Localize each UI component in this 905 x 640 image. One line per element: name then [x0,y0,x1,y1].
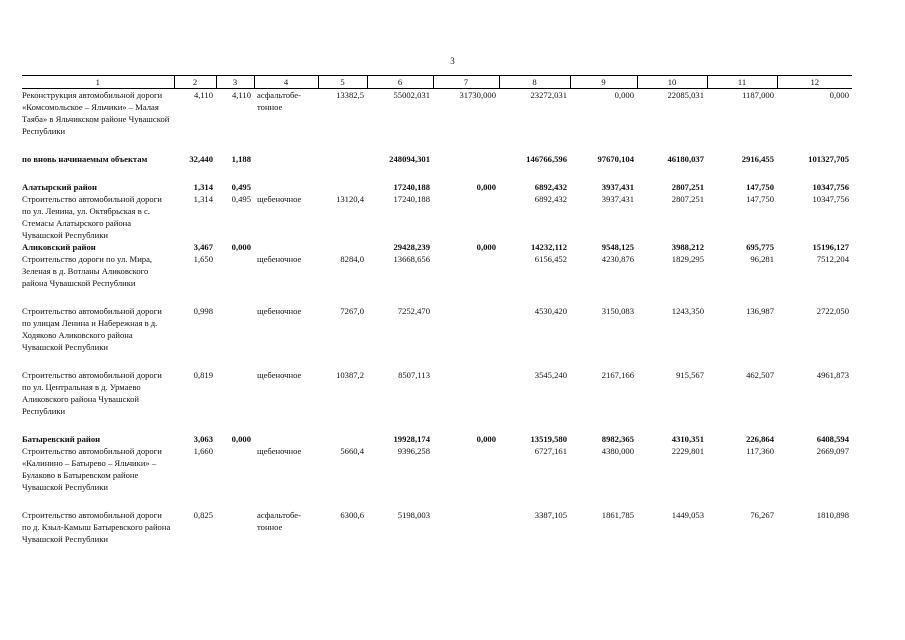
object-name-cell: Реконструкция автомобильной дороги «Комсомольское – Яльчики» – Малая Таяба» в Яльчикском районе Чувашской Республики [22,90,170,136]
table-cell [254,153,318,165]
table-cell: асфальтобе-тонное [257,510,301,532]
table-cell [433,253,499,289]
table-cell: 7267,0 [340,306,364,316]
table-cell: 9548,125 [601,242,634,252]
table-cell: 3937,431 [601,194,634,204]
spacer-cell [22,493,852,509]
table-cell: 915,567 [676,370,704,380]
table-cell: щебеночное [257,194,302,204]
subtotal-row [22,153,852,165]
spacer-row [22,137,852,153]
objects-table [22,76,852,545]
subtotal-row [22,433,852,445]
table-cell: 2669,097 [816,446,849,456]
column-header: 6 [367,76,433,89]
table-cell: 147,750 [746,194,774,204]
table-cell: 226,864 [746,434,774,444]
object-name-cell: Строительство автомобильной дороги по улицам Ленина и Набережная в д. Ходяково Аликовского района Чувашской Республики [22,306,162,352]
table-cell: 8982,365 [601,434,634,444]
spacer-cell [22,353,852,369]
table-cell: 3,467 [193,242,213,252]
column-header: 3 [216,76,254,89]
table-cell: 101327,705 [808,154,849,164]
table-cell: 695,775 [746,242,774,252]
table-cell: 6892,432 [534,194,567,204]
object-name-cell: Батыревский район [22,434,101,444]
table-cell: 1243,350 [671,306,704,316]
table-cell: 1,314 [193,182,213,192]
table-cell [216,509,254,545]
column-header: 9 [570,76,637,89]
table-cell: 3387,105 [534,510,567,520]
table-cell: 29428,239 [393,242,430,252]
table-cell: 1810,898 [816,510,849,520]
subtotal-row [22,241,852,253]
table-cell: 10387,2 [336,370,364,380]
table-cell: 1,188 [231,154,251,164]
table-cell: 2807,251 [671,194,704,204]
table-cell: 6156,452 [534,254,567,264]
table-cell [254,181,318,193]
table-cell: 0,000 [614,90,634,100]
table-cell: асфальтобе-тонное [257,90,301,112]
table-cell: 0,819 [193,370,213,380]
spacer-row [22,417,852,433]
table-cell: 4310,351 [671,434,704,444]
table-cell: 10347,756 [812,182,849,192]
object-name-cell: Аликовский район [22,242,96,252]
column-header: 11 [707,76,777,89]
table-cell [254,433,318,445]
column-header: 5 [318,76,367,89]
table-cell: 3,063 [193,434,213,444]
column-header: 12 [777,76,852,89]
table-cell: 0,000 [476,242,496,252]
table-cell: 136,987 [746,306,774,316]
table-cell: 1,314 [193,194,213,204]
table-cell: 0,000 [231,242,251,252]
table-cell [433,305,499,353]
table-row [22,445,852,493]
table-cell: щебеночное [257,254,302,264]
table-cell: 4380,000 [601,446,634,456]
table-cell: 46180,037 [667,154,704,164]
table-cell [216,369,254,417]
subtotal-row [22,181,852,193]
table-cell: 4230,876 [601,254,634,264]
table-cell: 2722,050 [816,306,849,316]
table-cell: щебеночное [257,306,302,316]
table-cell: 2807,251 [671,182,704,192]
table-cell [318,241,367,253]
table-cell: 97670,104 [597,154,634,164]
column-header: 10 [637,76,707,89]
table-cell [216,445,254,493]
table-cell [433,369,499,417]
table-cell [433,153,499,165]
table-cell: 6727,161 [534,446,567,456]
column-header: 4 [254,76,318,89]
table-cell: 4530,420 [534,306,567,316]
table-cell: 4,110 [193,90,213,100]
object-name-cell: Строительство автомобильной дороги по ул. Центральная в д. Урмаево Аликовского района Чувашской Республики [22,370,162,416]
spacer-cell [22,137,852,153]
object-name-cell: по вновь начинаемым объектам [22,154,148,164]
table-cell: 10347,756 [812,194,849,204]
table-cell: 0,000 [476,182,496,192]
object-name-cell: Строительство дороги по ул. Мира, Зеленая в д. Вотланы Аликовского района Чувашской Республики [22,254,153,288]
table-cell: 0,000 [476,434,496,444]
table-cell: 146766,596 [526,154,567,164]
table-cell: 3937,431 [601,182,634,192]
table-cell [216,253,254,289]
column-header: 7 [433,76,499,89]
table-cell: 31730,000 [459,90,496,100]
table-cell [433,445,499,493]
table-cell: 13120,4 [336,194,364,204]
table-cell: 6408,594 [816,434,849,444]
table-cell: 4,110 [231,90,251,100]
table-cell: 1829,295 [671,254,704,264]
table-row [22,369,852,417]
object-name-cell: Алатырский район [22,182,97,192]
spacer-row [22,165,852,181]
table-cell: 13668,656 [393,254,430,264]
table-cell: 2229,801 [671,446,704,456]
column-header: 1 [22,76,174,89]
table-cell: 17240,188 [393,194,430,204]
table-cell: 8284,0 [340,254,364,264]
table-cell: 3545,240 [534,370,567,380]
table-body [22,89,852,546]
object-name-cell: Строительство автомобильной дороги по д. Кзыл-Камыш Батыревского района Чувашской Республики [22,510,171,544]
table-cell: 8507,113 [398,370,430,380]
table-cell: 1861,785 [601,510,634,520]
table-cell: 7512,204 [816,254,849,264]
table-cell: 2167,166 [601,370,634,380]
table-cell: 0,000 [829,90,849,100]
table-cell: 3988,212 [671,242,704,252]
spacer-row [22,493,852,509]
table-cell: 0,495 [231,182,251,192]
table-cell: щебеночное [257,446,302,456]
table-cell: 4961,873 [816,370,849,380]
table-cell [254,241,318,253]
table-cell: 0,495 [231,194,251,204]
table-row [22,305,852,353]
table-cell: 14232,112 [530,242,567,252]
table-cell [318,181,367,193]
spacer-row [22,353,852,369]
table-cell: 6892,432 [534,182,567,192]
table-cell: 5660,4 [340,446,364,456]
table-row [22,509,852,545]
table-cell [433,193,499,241]
table-cell: 0,825 [193,510,213,520]
table-cell [433,509,499,545]
table-cell: 17240,188 [393,182,430,192]
column-header: 2 [174,76,216,89]
table-cell: 147,750 [746,182,774,192]
table-cell: 13382,5 [336,90,364,100]
table-cell: 23272,031 [530,90,567,100]
table-cell: 1,650 [193,254,213,264]
table-cell: 55002,031 [393,90,430,100]
table-cell: 32,440 [189,154,213,164]
table-cell: 117,360 [746,446,774,456]
table-row [22,193,852,241]
table-cell: 13519,580 [530,434,567,444]
table-cell [318,433,367,445]
table-cell: 5198,003 [397,510,430,520]
table-row [22,89,852,138]
table-cell: 1449,053 [671,510,704,520]
object-name-cell: Строительство автомобильной дороги по ул. Ленина, ул. Октябрьская в с. Стемасы Алатырского района Чувашской Республики [22,194,162,240]
table-cell: 22085,031 [667,90,704,100]
table-cell: 3150,083 [601,306,634,316]
table-cell: 248094,301 [389,154,430,164]
spacer-cell [22,417,852,433]
table-cell: 0,998 [193,306,213,316]
table-cell [216,305,254,353]
table-cell: 7252,470 [397,306,430,316]
table-cell: 0,000 [231,434,251,444]
table-cell: 76,267 [750,510,774,520]
object-name-cell: Строительство автомобильной дороги «Калинино – Батырево – Яльчики» – Булаково в Батыревском районе Чувашской Республики [22,446,162,492]
table-cell: щебеночное [257,370,302,380]
table-row [22,253,852,289]
table-cell: 9396,258 [397,446,430,456]
spacer-cell [22,289,852,305]
table-cell [318,153,367,165]
table-cell: 2916,455 [741,154,774,164]
table-cell: 19928,174 [393,434,430,444]
table-cell: 15196,127 [812,242,849,252]
page-number: 3 [450,56,455,66]
column-number-header [22,76,852,89]
table-cell: 6300,6 [340,510,364,520]
column-header: 8 [499,76,570,89]
table-cell: 1187,000 [742,90,774,100]
table-cell: 1,660 [193,446,213,456]
spacer-row [22,289,852,305]
table-cell: 462,507 [746,370,774,380]
spacer-cell [22,165,852,181]
table-cell: 96,281 [750,254,774,264]
